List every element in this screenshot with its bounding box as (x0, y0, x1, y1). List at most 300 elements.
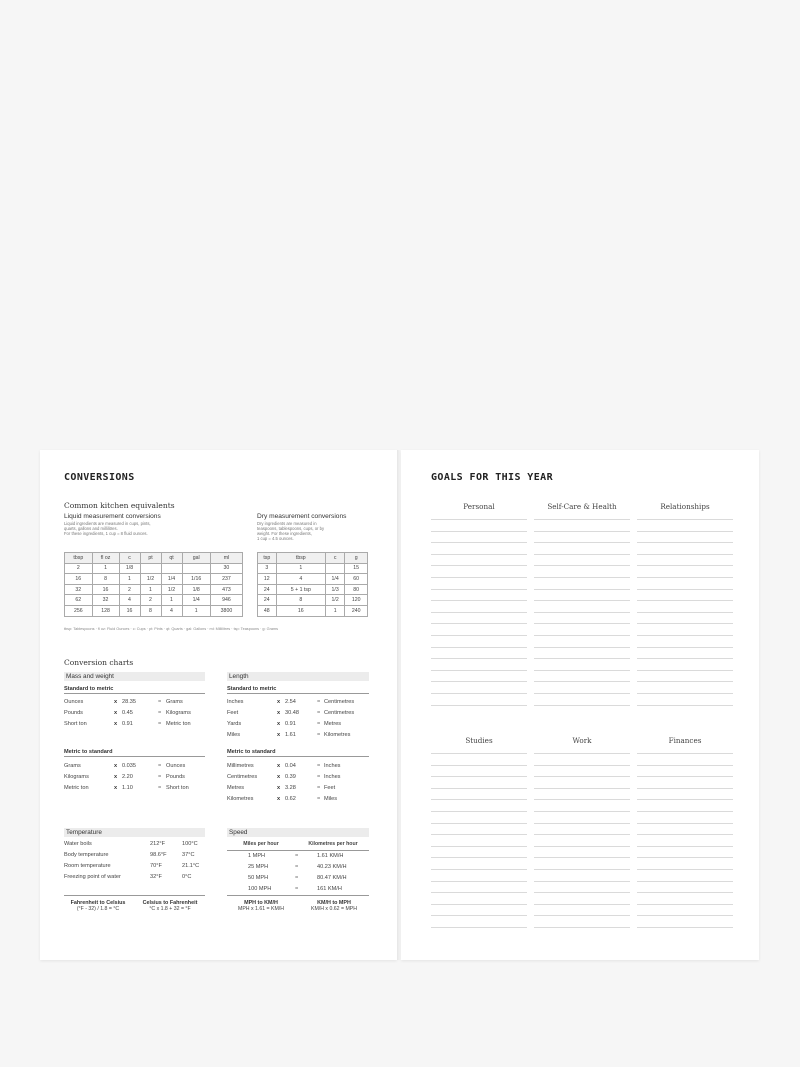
temperature-cell: 100°C (182, 841, 198, 847)
conversion-cell: x (277, 732, 281, 738)
conversion-cell: Metres (324, 721, 342, 727)
table-row (258, 584, 368, 595)
writing-line[interactable] (637, 799, 733, 800)
writing-line[interactable] (431, 589, 527, 590)
table-row (258, 595, 368, 606)
writing-line[interactable] (431, 776, 527, 777)
table-cell: 1 (326, 605, 345, 616)
writing-line[interactable] (637, 788, 733, 789)
writing-line[interactable] (534, 577, 630, 578)
table-cell: 16 (276, 605, 325, 616)
writing-line[interactable] (431, 600, 527, 601)
writing-line[interactable] (637, 881, 733, 882)
table-cell: 1 (182, 605, 210, 616)
writing-line[interactable] (431, 799, 527, 800)
speed-row (227, 886, 369, 895)
writing-line[interactable] (534, 881, 630, 882)
writing-line[interactable] (534, 635, 630, 636)
table-cell: 62 (65, 595, 93, 606)
temperature-cell: 32°F (150, 874, 162, 880)
temperature-cell: 0°C (182, 874, 192, 880)
conversion-cell: Millimetres (227, 763, 254, 769)
conversion-cell: = (317, 710, 321, 716)
goal-col-relationships: Relationships (660, 502, 710, 511)
writing-line[interactable] (637, 600, 733, 601)
temperature-cell: Water boils (64, 841, 92, 847)
conversion-row (227, 796, 367, 805)
conversion-cell: = (317, 732, 321, 738)
conversion-cell: = (317, 699, 321, 705)
writing-line[interactable] (637, 623, 733, 624)
mass-metric-to-std: Metric to standard (64, 749, 205, 757)
conversion-cell: x (114, 721, 118, 727)
writing-line[interactable] (637, 658, 733, 659)
table-cell: 1/16 (182, 574, 210, 585)
writing-line[interactable] (431, 869, 527, 870)
table-cell: 16 (92, 584, 119, 595)
conversion-cell: Kilograms (64, 774, 89, 780)
writing-line[interactable] (637, 811, 733, 812)
temperature-row (64, 841, 204, 850)
conversion-cell: = (317, 774, 321, 780)
conversion-cell: 30.48 (285, 710, 299, 716)
writing-line[interactable] (534, 670, 630, 671)
table-cell: 8 (92, 574, 119, 585)
writing-line[interactable] (637, 823, 733, 824)
table-cell: 128 (92, 605, 119, 616)
writing-line[interactable] (431, 658, 527, 659)
f-to-c-formula: Fahrenheit to Celsius (°F - 32) / 1.8 = °C (70, 900, 126, 912)
writing-line[interactable] (534, 531, 630, 532)
writing-line[interactable] (431, 554, 527, 555)
writing-line[interactable] (431, 647, 527, 648)
charts-heading: Conversion charts (64, 658, 134, 667)
conversion-cell: 0.45 (122, 710, 133, 716)
table-cell: 473 (210, 584, 242, 595)
conversion-cell: x (114, 699, 118, 705)
writing-line[interactable] (637, 927, 733, 928)
conversion-cell: Pounds (64, 710, 83, 716)
conversion-row (64, 763, 204, 772)
temperature-cell: 212°F (150, 841, 165, 847)
conversion-cell: x (114, 785, 118, 791)
table-cell: 1/8 (182, 584, 210, 595)
writing-line[interactable] (637, 589, 733, 590)
writing-line[interactable] (534, 647, 630, 648)
speed-row (227, 864, 369, 873)
table-cell: 4 (276, 574, 325, 585)
table-cell (140, 563, 161, 574)
writing-line[interactable] (637, 542, 733, 543)
goal-col-self-care: Self-Care & Health (547, 502, 617, 511)
table-header-cell: c (119, 553, 140, 564)
planner-spread (40, 450, 759, 960)
conversion-cell: Metric ton (166, 721, 191, 727)
conversion-cell: Centimetres (227, 774, 258, 780)
writing-line[interactable] (534, 776, 630, 777)
writing-line[interactable] (431, 846, 527, 847)
table-cell: 1/2 (326, 595, 345, 606)
writing-line[interactable] (431, 892, 527, 893)
speed-cell: 1.61 KM/H (317, 853, 344, 859)
writing-line[interactable] (637, 857, 733, 858)
table-header-cell: ml (210, 553, 242, 564)
writing-line[interactable] (534, 554, 630, 555)
mass-std-to-metric: Standard to metric (64, 686, 205, 694)
goal-col-finances: Finances (668, 736, 702, 745)
goal-col-work: Work (572, 736, 592, 745)
writing-line[interactable] (431, 623, 527, 624)
conversion-cell: Inches (324, 763, 341, 769)
table-cell: 8 (276, 595, 325, 606)
table-cell: 1 (140, 584, 161, 595)
conversion-cell: x (277, 796, 281, 802)
table-cell: 1/2 (140, 574, 161, 585)
conversion-cell: 0.91 (122, 721, 133, 727)
table-cell: 4 (161, 605, 182, 616)
writing-line[interactable] (637, 647, 733, 648)
conversion-cell: = (158, 721, 162, 727)
writing-line[interactable] (534, 846, 630, 847)
writing-line[interactable] (637, 753, 733, 754)
conversion-cell: Short ton (64, 721, 87, 727)
writing-line[interactable] (534, 892, 630, 893)
writing-line[interactable] (534, 658, 630, 659)
table-cell: 48 (258, 605, 277, 616)
table-row (258, 574, 368, 585)
writing-line[interactable] (534, 693, 630, 694)
writing-line[interactable] (534, 565, 630, 566)
speed-row (227, 875, 369, 884)
writing-line[interactable] (534, 542, 630, 543)
speed-cell: = (295, 853, 299, 859)
writing-line[interactable] (637, 577, 733, 578)
conversion-row (64, 699, 204, 708)
conversion-row (227, 785, 367, 794)
table-cell: 1/3 (326, 584, 345, 595)
writing-line[interactable] (534, 799, 630, 800)
table-cell: 3 (258, 563, 277, 574)
writing-line[interactable] (431, 693, 527, 694)
writing-line[interactable] (637, 892, 733, 893)
conversion-cell: 0.91 (285, 721, 296, 727)
conversion-cell: 2.54 (285, 699, 296, 705)
conversion-cell: Kilometres (227, 796, 254, 802)
table-header-row (258, 553, 368, 564)
table-cell: 80 (345, 584, 368, 595)
writing-line[interactable] (637, 670, 733, 671)
writing-line[interactable] (534, 765, 630, 766)
mass-heading: Mass and weight (64, 672, 205, 681)
writing-line[interactable] (637, 846, 733, 847)
table-cell: 1/4 (182, 595, 210, 606)
writing-line[interactable] (431, 915, 527, 916)
writing-line[interactable] (431, 765, 527, 766)
conversion-cell: Grams (64, 763, 81, 769)
table-cell: 16 (119, 605, 140, 616)
conversion-cell: Short ton (166, 785, 189, 791)
speed-cell: 80.47 KM/H (317, 875, 347, 881)
table-cell: 12 (258, 574, 277, 585)
writing-line[interactable] (534, 915, 630, 916)
table-cell: 16 (65, 574, 93, 585)
conversion-cell: = (317, 796, 321, 802)
conversion-cell: x (114, 710, 118, 716)
writing-line[interactable] (637, 635, 733, 636)
conversion-cell: Miles (324, 796, 338, 802)
writing-line[interactable] (637, 554, 733, 555)
table-cell: 240 (345, 605, 368, 616)
writing-line[interactable] (431, 904, 527, 905)
writing-line[interactable] (431, 519, 527, 520)
writing-line[interactable] (431, 670, 527, 671)
conversion-row (227, 763, 367, 772)
writing-line[interactable] (431, 753, 527, 754)
conversion-cell: x (277, 710, 281, 716)
conversion-cell: 3.28 (285, 785, 296, 791)
writing-line[interactable] (534, 600, 630, 601)
conversion-cell: = (317, 763, 321, 769)
conversion-cell: Miles (227, 732, 241, 738)
conversion-cell: x (277, 785, 281, 791)
goal-col-personal: Personal (463, 502, 495, 511)
table-cell: 60 (345, 574, 368, 585)
speed-col-mph: Miles per hour (243, 841, 279, 847)
table-cell: 1 (119, 574, 140, 585)
temperature-row (64, 874, 204, 883)
conversion-cell: x (114, 763, 118, 769)
writing-line[interactable] (637, 681, 733, 682)
liquid-note: Liquid ingredients are measured in cups, pints, quarts, gallons and millilitres. For these ingredients, 1 cup = 8 fluid ounces. (64, 521, 151, 536)
speed-cell: = (295, 864, 299, 870)
table-cell (182, 563, 210, 574)
table-header-cell: tbsp (65, 553, 93, 564)
conversion-cell: Grams (166, 699, 183, 705)
table-cell: 24 (258, 584, 277, 595)
writing-line[interactable] (431, 881, 527, 882)
writing-line[interactable] (534, 857, 630, 858)
writing-line[interactable] (637, 612, 733, 613)
writing-line[interactable] (431, 531, 527, 532)
writing-line[interactable] (534, 705, 630, 706)
table-cell: 1/4 (326, 574, 345, 585)
table-cell: 5 + 1 tsp (276, 584, 325, 595)
conversion-row (64, 721, 204, 730)
writing-line[interactable] (637, 834, 733, 835)
table-row (258, 563, 368, 574)
table-row (65, 605, 243, 616)
temperature-cell: Room temperature (64, 863, 111, 869)
writing-line[interactable] (534, 589, 630, 590)
conversion-cell: x (277, 774, 281, 780)
table-cell: 8 (140, 605, 161, 616)
conversion-cell: Centimetres (324, 699, 355, 705)
dry-conversion-table (257, 552, 368, 617)
writing-line[interactable] (431, 577, 527, 578)
length-metric-to-std: Metric to standard (227, 749, 369, 757)
conversion-cell: Feet (324, 785, 336, 791)
writing-line[interactable] (534, 681, 630, 682)
conversion-cell: 0.39 (285, 774, 296, 780)
writing-line[interactable] (431, 788, 527, 789)
writing-line[interactable] (431, 612, 527, 613)
writing-line[interactable] (431, 823, 527, 824)
writing-line[interactable] (534, 869, 630, 870)
table-cell: 1/8 (119, 563, 140, 574)
conversion-cell: 28.35 (122, 699, 136, 705)
conversion-row (64, 774, 204, 783)
writing-line[interactable] (431, 811, 527, 812)
table-header-cell: qt (161, 553, 182, 564)
table-cell: 4 (119, 595, 140, 606)
table-header-cell: pt (140, 553, 161, 564)
speed-cell: 100 MPH (248, 886, 272, 892)
table-header-row (65, 553, 243, 564)
liquid-conversion-table (64, 552, 243, 617)
conversion-row (227, 732, 367, 741)
temperature-row (64, 852, 204, 861)
conversion-cell: Yards (227, 721, 242, 727)
c-to-f-formula: Celsius to Fahrenheit °C x 1.8 + 32 = °F (142, 900, 198, 912)
conversion-cell: Pounds (166, 774, 185, 780)
table-cell: 1 (92, 563, 119, 574)
conversion-row (227, 699, 367, 708)
conversion-cell: Inches (227, 699, 244, 705)
writing-line[interactable] (534, 904, 630, 905)
kmh-to-mph-formula: KM/H to MPH KM/H x 0.62 = MPH (311, 900, 357, 912)
conversion-cell: 1.61 (285, 732, 296, 738)
writing-line[interactable] (431, 927, 527, 928)
conversion-cell: = (158, 710, 162, 716)
table-cell: 2 (65, 563, 93, 574)
goals-title: GOALS FOR THIS YEAR (431, 472, 553, 483)
conversion-cell: Kilograms (166, 710, 191, 716)
goal-col-studies: Studies (465, 736, 493, 745)
table-header-cell: g (345, 553, 368, 564)
speed-cell: 25 MPH (248, 864, 269, 870)
writing-line[interactable] (637, 765, 733, 766)
mph-to-kmh-formula: MPH to KM/H MPH x 1.61 = KM/H (238, 900, 284, 912)
writing-line[interactable] (534, 623, 630, 624)
writing-line[interactable] (637, 565, 733, 566)
table-header-cell: tbsp (276, 553, 325, 564)
table-cell: 24 (258, 595, 277, 606)
writing-line[interactable] (534, 834, 630, 835)
kitchen-heading: Common kitchen equivalents (64, 501, 175, 510)
length-heading: Length (227, 672, 369, 681)
speed-heading: Speed (227, 828, 369, 837)
writing-line[interactable] (431, 857, 527, 858)
conversion-row (227, 710, 367, 719)
table-cell (326, 563, 345, 574)
writing-line[interactable] (534, 823, 630, 824)
writing-line[interactable] (637, 705, 733, 706)
table-row (258, 605, 368, 616)
writing-line[interactable] (431, 565, 527, 566)
table-cell: 1 (161, 595, 182, 606)
writing-line[interactable] (637, 519, 733, 520)
table-cell: 3800 (210, 605, 242, 616)
table-cell: 120 (345, 595, 368, 606)
conversion-row (227, 774, 367, 783)
conversion-cell: Feet (227, 710, 239, 716)
goals-page (401, 450, 759, 960)
writing-line[interactable] (637, 869, 733, 870)
writing-line[interactable] (431, 681, 527, 682)
table-row (65, 563, 243, 574)
writing-line[interactable] (431, 542, 527, 543)
table-cell: 237 (210, 574, 242, 585)
dry-heading: Dry measurement conversions (257, 513, 347, 520)
dry-note: Dry ingredients are measured in teaspoons, tablespoons, cups, or by weight. For these ingredients, 1 cup = 4.5 ounces. (257, 521, 325, 541)
table-cell (161, 563, 182, 574)
table-header-cell: fl oz (92, 553, 119, 564)
conversion-cell: 0.62 (285, 796, 296, 802)
temperature-heading: Temperature (64, 828, 205, 837)
writing-line[interactable] (637, 915, 733, 916)
conversion-cell: x (277, 721, 281, 727)
writing-line[interactable] (431, 635, 527, 636)
writing-line[interactable] (431, 834, 527, 835)
table-cell: 946 (210, 595, 242, 606)
table-cell: 32 (65, 584, 93, 595)
conversion-row (64, 710, 204, 719)
liquid-heading: Liquid measurement conversions (64, 513, 161, 520)
speed-cell: = (295, 875, 299, 881)
table-cell: 2 (140, 595, 161, 606)
writing-line[interactable] (534, 753, 630, 754)
conversion-cell: Ounces (166, 763, 186, 769)
speed-col-kmh: Kilometres per hour (308, 841, 358, 847)
writing-line[interactable] (534, 788, 630, 789)
writing-line[interactable] (534, 612, 630, 613)
table-row (65, 595, 243, 606)
conversion-cell: Metric ton (64, 785, 89, 791)
conversion-cell: 0.04 (285, 763, 296, 769)
conversion-cell: 2.20 (122, 774, 133, 780)
speed-cell: 40.23 KM/H (317, 864, 347, 870)
writing-line[interactable] (637, 693, 733, 694)
page-title: CONVERSIONS (64, 472, 135, 483)
conversion-cell: Centimetres (324, 710, 355, 716)
writing-line[interactable] (637, 904, 733, 905)
writing-line[interactable] (534, 811, 630, 812)
conversion-cell: = (317, 721, 321, 727)
writing-line[interactable] (637, 531, 733, 532)
conversion-cell: = (158, 699, 162, 705)
temperature-cell: 98.6°F (150, 852, 167, 858)
writing-line[interactable] (431, 705, 527, 706)
conversion-cell: x (277, 699, 281, 705)
speed-cell: 50 MPH (248, 875, 269, 881)
temperature-cell: 70°F (150, 863, 162, 869)
table-cell: 2 (119, 584, 140, 595)
table-header-cell: tsp (258, 553, 277, 564)
speed-cell: 1 MPH (248, 853, 266, 859)
table-cell: 15 (345, 563, 368, 574)
writing-line[interactable] (534, 927, 630, 928)
temperature-cell: 37°C (182, 852, 195, 858)
table-cell: 30 (210, 563, 242, 574)
table-cell: 1/4 (161, 574, 182, 585)
length-std-to-metric: Standard to metric (227, 686, 369, 694)
conversions-page (40, 450, 397, 960)
temperature-cell: Body temperature (64, 852, 109, 858)
writing-line[interactable] (637, 776, 733, 777)
conversion-cell: Kilometres (324, 732, 351, 738)
writing-line[interactable] (534, 519, 630, 520)
speed-row (227, 853, 369, 862)
